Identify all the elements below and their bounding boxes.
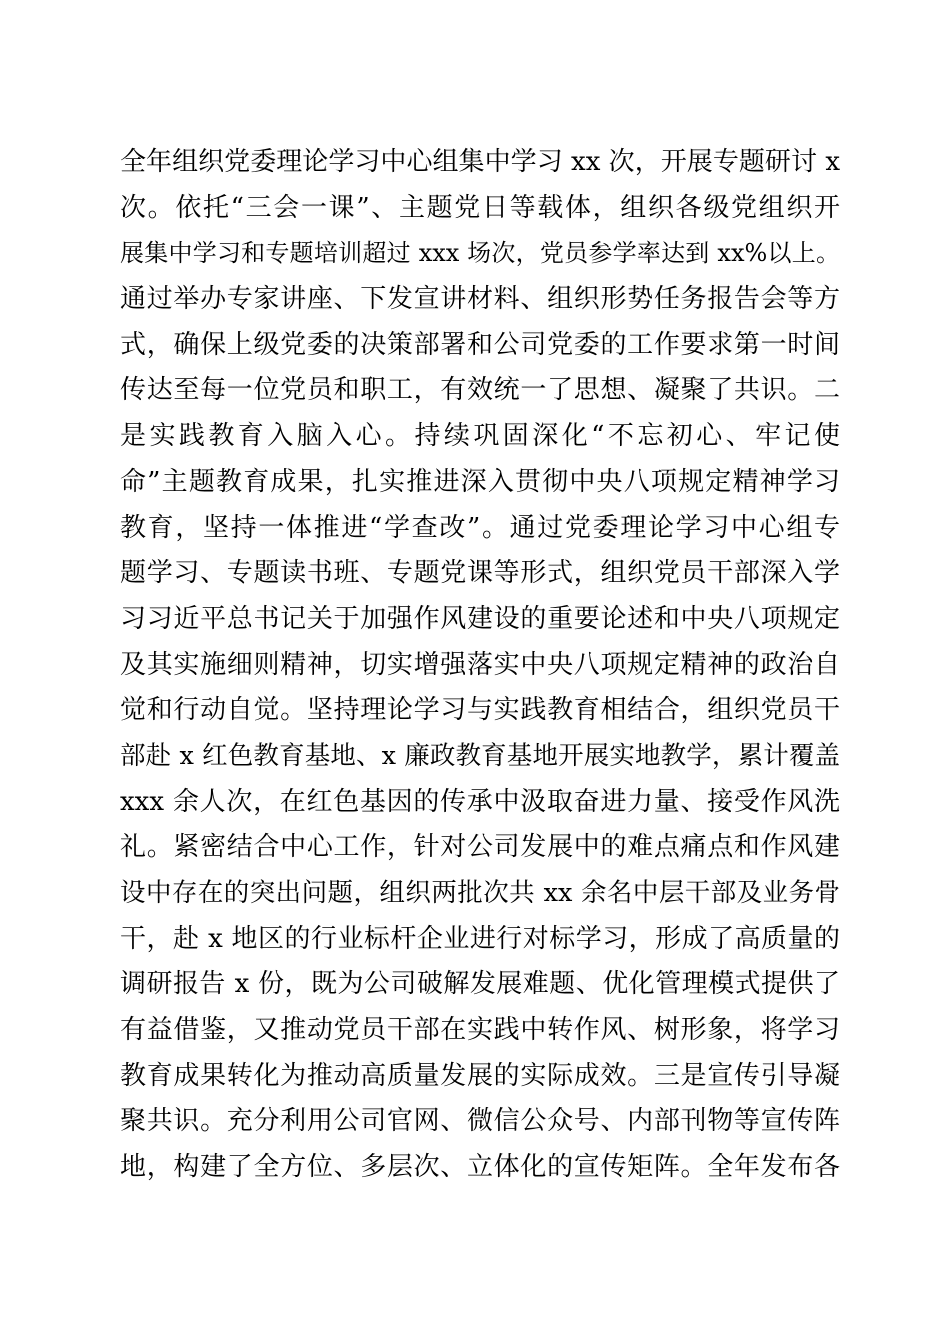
text-line-8: 命”主题教育成果，扎实推进深入贯彻中央八项规定精神学习 xyxy=(120,466,840,497)
text-line-12: 及其实施细则精神，切实增强落实中央八项规定精神的政治自 xyxy=(120,649,840,680)
text-line-11: 习习近平总书记关于加强作风建设的重要论述和中央八项规定 xyxy=(120,603,840,634)
text-line-17: 设中存在的突出问题，组织两批次共 xx 余名中层干部及业务骨 xyxy=(120,878,840,908)
text-line-18: 干，赴 x 地区的行业标杆企业进行对标学习，形成了高质量的 xyxy=(120,923,840,954)
text-line-6: 传达至每一位党员和职工，有效统一了思想、凝聚了共识。二 xyxy=(120,375,840,406)
text-line-5: 式，确保上级党委的决策部署和公司党委的工作要求第一时间 xyxy=(120,329,840,360)
text-line-21: 教育成果转化为推动高质量发展的实际成效。三是宣传引导凝 xyxy=(120,1060,840,1091)
text-line-19: 调研报告 x 份，既为公司破解发展难题、优化管理模式提供了 xyxy=(120,969,840,1000)
text-line-16: 礼。紧密结合中心工作，针对公司发展中的难点痛点和作风建 xyxy=(120,832,840,863)
text-line-13: 觉和行动自觉。坚持理论学习与实践教育相结合，组织党员干 xyxy=(120,695,840,726)
text-line-14: 部赴 x 红色教育基地、x 廉政教育基地开展实地教学，累计覆盖 xyxy=(120,740,840,771)
text-line-9: 教育，坚持一体推进“学查改”。通过党委理论学习中心组专 xyxy=(120,512,840,543)
text-line-22: 聚共识。充分利用公司官网、微信公众号、内部刊物等宣传阵 xyxy=(120,1106,840,1137)
text-line-3: 展集中学习和专题培训超过 xxx 场次，党员参学率达到 xx%以上。 xyxy=(120,239,840,268)
text-line-1: 全年组织党委理论学习中心组集中学习 xx 次，开展专题研讨 x xyxy=(120,147,840,177)
body-paragraph xyxy=(120,140,840,1191)
text-line-2: 次。依托“三会一课”、主题党日等载体，组织各级党组织开 xyxy=(120,192,840,223)
text-line-23: 地，构建了全方位、多层次、立体化的宣传矩阵。全年发布各 xyxy=(120,1152,840,1183)
text-line-20: 有益借鉴，又推动党员干部在实践中转作风、树形象，将学习 xyxy=(120,1015,840,1046)
text-line-4: 通过举办专家讲座、下发宣讲材料、组织形势任务报告会等方 xyxy=(120,284,840,315)
text-line-10: 题学习、专题读书班、专题党课等形式，组织党员干部深入学 xyxy=(120,558,840,589)
text-line-7: 是实践教育入脑入心。持续巩固深化“不忘初心、牢记使 xyxy=(120,421,840,452)
text-line-15: xxx 余人次，在红色基因的传承中汲取奋进力量、接受作风洗 xyxy=(120,786,840,817)
